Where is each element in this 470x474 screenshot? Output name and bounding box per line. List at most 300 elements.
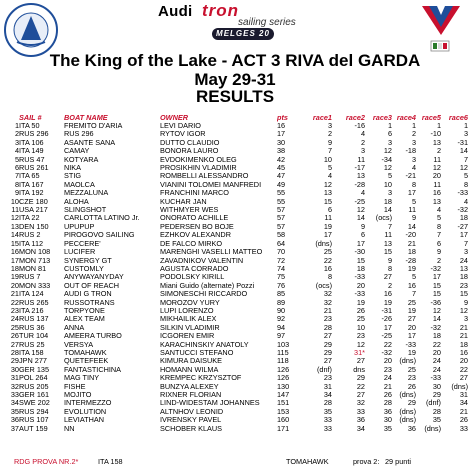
- owner-cell: SILKIN VLADIMIR: [160, 323, 220, 332]
- brand-series: sailing series: [238, 17, 296, 28]
- owner-cell: KREMPEC KRZYSZTOF: [160, 374, 242, 383]
- table-row: [5, 399, 468, 407]
- race2-cell: 4: [360, 189, 365, 198]
- rank-cell: 8: [14, 180, 19, 189]
- rank-cell: 16: [10, 248, 19, 257]
- col-owner: OWNER: [160, 113, 188, 122]
- sail-number-cell: RUS 2: [19, 231, 41, 240]
- race5-cell: 35: [432, 416, 441, 425]
- race6-cell: -31: [457, 138, 468, 147]
- race6-cell: 18: [459, 340, 468, 349]
- rank-cell: 6: [14, 164, 19, 173]
- points-cell: 103: [277, 340, 290, 349]
- race5-cell: 15: [432, 281, 441, 290]
- race1-cell: 19: [323, 222, 332, 231]
- race6-cell: -32: [457, 206, 468, 215]
- rank-cell: 19: [10, 273, 19, 282]
- sail-number-cell: AUT 159: [19, 424, 48, 433]
- boat-name-cell: NIKA: [64, 164, 82, 173]
- owner-cell: BONORA LAURO: [160, 147, 219, 156]
- race3-cell: 21: [383, 382, 392, 391]
- points-cell: 126: [277, 365, 290, 374]
- points-cell: 47: [277, 172, 286, 181]
- race4-cell: 19: [407, 306, 416, 315]
- race2-cell: 18: [356, 264, 365, 273]
- points-cell: 130: [277, 382, 290, 391]
- boat-name-cell: RUSSOTRANS: [64, 298, 115, 307]
- points-cell: 72: [277, 256, 286, 265]
- points-cell: 57: [277, 222, 286, 231]
- race3-cell: 35: [383, 424, 392, 433]
- race6-cell: (dns): [451, 382, 468, 391]
- race4-cell: 26: [407, 382, 416, 391]
- race2-cell: 9: [360, 222, 365, 231]
- race2-cell: -33: [354, 290, 365, 299]
- sail-number-cell: ITA 167: [19, 180, 44, 189]
- table-header-row: [5, 113, 468, 122]
- table-row: [5, 257, 468, 265]
- race3-cell: 19: [383, 298, 392, 307]
- rank-cell: 20: [10, 281, 19, 290]
- race2-cell: 4: [360, 130, 365, 139]
- race1-cell: 23: [323, 315, 332, 324]
- brand-audi: Audi: [158, 3, 193, 20]
- race5-cell: 16: [432, 189, 441, 198]
- melges-logo: MELGES 20: [212, 28, 274, 40]
- rank-cell: 32: [10, 382, 19, 391]
- race6-cell: 18: [459, 273, 468, 282]
- race2-cell: 15: [356, 256, 365, 265]
- rank-cell: 18: [10, 264, 19, 273]
- race3-cell: 24: [383, 374, 392, 383]
- table-row: [5, 349, 468, 357]
- table-row: [5, 248, 468, 256]
- race3-cell: -31: [381, 306, 392, 315]
- boat-name-cell: FANTASTICHINA: [64, 365, 122, 374]
- race3-cell: 30: [383, 416, 392, 425]
- race5-cell: 12: [432, 164, 441, 173]
- col-race6: race6: [448, 113, 468, 122]
- race5-cell: 20: [432, 348, 441, 357]
- boat-name-cell: ALEX TEAM: [64, 315, 105, 324]
- race6-cell: 21: [459, 332, 468, 341]
- race4-cell: 25: [407, 365, 416, 374]
- rank-cell: 13: [10, 222, 19, 231]
- race2-cell: 12: [356, 206, 365, 215]
- race4-cell: 2: [411, 130, 416, 139]
- owner-cell: RIXNER FLORIAN: [160, 391, 222, 399]
- race6-cell: 12: [459, 306, 468, 315]
- owner-cell: PODOLSKY KIRILL: [160, 273, 225, 282]
- points-cell: 118: [277, 357, 289, 366]
- race4-cell: 19: [407, 348, 416, 357]
- table-row: [5, 315, 468, 323]
- sail-number-cell: CZE 180: [19, 197, 48, 206]
- race4-cell: 23: [407, 374, 416, 383]
- race6-cell: 15: [459, 290, 468, 299]
- points-cell: 90: [277, 306, 286, 315]
- race2-cell: 13: [356, 172, 365, 181]
- table-row: [5, 383, 468, 391]
- race4-cell: 20: [407, 323, 416, 332]
- race4-cell: 36: [407, 424, 416, 433]
- rank-cell: 26: [10, 332, 19, 341]
- race4-cell: 29: [407, 399, 416, 408]
- race3-cell: 15: [383, 248, 392, 257]
- boat-name-cell: UPUPUP: [64, 222, 95, 231]
- race2-cell: 31*: [354, 348, 365, 357]
- owner-cell: ICGOREN EMIR: [160, 332, 215, 341]
- race5-cell: (dns): [424, 424, 441, 433]
- results-body: [5, 122, 468, 433]
- sail-number-cell: MON 108: [19, 248, 51, 257]
- race5-cell: 11: [433, 180, 441, 189]
- sail-number-cell: ITA 216: [19, 306, 44, 315]
- race6-cell: 1: [463, 122, 468, 130]
- table-row: [5, 130, 468, 138]
- owner-cell: HOMANN WILMA: [160, 365, 219, 374]
- points-cell: 74: [277, 264, 286, 273]
- race4-cell: 1: [411, 122, 416, 130]
- table-row: [5, 324, 468, 332]
- owner-cell: ROMBELLI ALESSANDRO: [160, 172, 249, 181]
- race1-cell: 8: [327, 273, 332, 282]
- rank-cell: 30: [10, 365, 19, 374]
- race2-cell: 19: [356, 298, 365, 307]
- race1-cell: 21: [323, 306, 332, 315]
- race3-cell: 9: [387, 256, 392, 265]
- col-race3: race3: [372, 113, 392, 122]
- points-cell: 126: [277, 374, 290, 383]
- race5-cell: 13: [432, 138, 441, 147]
- points-cell: 45: [277, 164, 286, 173]
- race5-cell: 15: [432, 290, 441, 299]
- race4-cell: (dns): [399, 416, 416, 425]
- boat-name-cell: CAMAY: [64, 147, 90, 156]
- race6-cell: 34: [459, 399, 468, 408]
- race3-cell: 7: [387, 222, 392, 231]
- race6-cell: 16: [459, 348, 468, 357]
- race2-cell: 10: [356, 323, 365, 332]
- owner-cell: ONORATO ACHILLE: [160, 214, 229, 223]
- rank-cell: 21: [10, 290, 19, 299]
- owner-cell: KUCHAR JAN: [160, 197, 207, 206]
- sail-number-cell: ITA 158: [19, 348, 44, 357]
- owner-cell: BUNZYA ALEXEY: [160, 382, 219, 391]
- race4-cell: 16: [407, 281, 416, 290]
- owner-cell: DUTTO CLAUDIO: [160, 138, 220, 147]
- race4-cell: -18: [405, 147, 416, 156]
- race3-cell: 16: [383, 290, 392, 299]
- points-cell: 153: [277, 407, 290, 416]
- race6-cell: 5: [463, 172, 468, 181]
- table-row: [5, 391, 468, 399]
- table-row: [5, 122, 468, 130]
- rank-cell: 2: [14, 130, 19, 139]
- class-sail-logo: [419, 3, 463, 37]
- rank-cell: 33: [10, 391, 19, 399]
- race5-cell: 2: [436, 147, 441, 156]
- rank-cell: 29: [10, 357, 19, 366]
- race6-cell: 18: [459, 214, 468, 223]
- sail-number-cell: ITA 50: [19, 122, 40, 130]
- table-row: [5, 416, 468, 424]
- race1-cell: 28: [323, 399, 332, 408]
- owner-cell: ALTNHOV LEONID: [160, 407, 224, 416]
- owner-cell: ZAVADNIKOV VALENTIN: [160, 256, 244, 265]
- table-row: [5, 214, 468, 222]
- race3-cell: 2: [387, 281, 392, 290]
- points-cell: 30: [277, 138, 286, 147]
- race3-cell: -34: [381, 155, 392, 164]
- rank-cell: 24: [10, 315, 19, 324]
- points-cell: 58: [277, 231, 286, 240]
- race5-cell: 13: [432, 197, 441, 206]
- race3-cell: 12: [383, 164, 392, 173]
- table-row: [5, 206, 468, 214]
- sail-number-cell: RUS 25: [19, 340, 45, 349]
- boat-name-cell: NN: [64, 424, 75, 433]
- footer-points: 29 punti: [385, 457, 411, 466]
- race2-cell: -17: [354, 164, 365, 173]
- race3-cell: -26: [381, 315, 392, 324]
- race1-cell: 35: [323, 407, 332, 416]
- race5-cell: 8: [436, 222, 441, 231]
- race1-cell: (dns): [315, 239, 332, 248]
- race2-cell: 22: [356, 382, 365, 391]
- rank-cell: 7: [14, 172, 19, 181]
- race4-cell: 25: [407, 298, 416, 307]
- sail-number-cell: ITA 192: [19, 189, 44, 198]
- race1-cell: 9: [327, 138, 332, 147]
- race4-cell: 11: [408, 206, 416, 215]
- points-cell: 57: [277, 206, 286, 215]
- race4-cell: 5: [411, 273, 416, 282]
- race2-cell: 17: [356, 239, 365, 248]
- rank-cell: 22: [10, 298, 19, 307]
- points-cell: 94: [277, 323, 286, 332]
- race5-cell: 7: [436, 231, 441, 240]
- table-row: [5, 139, 468, 147]
- rank-cell: 10: [10, 197, 19, 206]
- rank-cell: 25: [10, 323, 19, 332]
- col-pts: pts: [277, 113, 288, 122]
- race1-cell: 10: [323, 155, 332, 164]
- race1-cell: 32: [323, 290, 332, 299]
- boat-name-cell: EVOLUTION: [64, 407, 107, 416]
- points-cell: 160: [277, 416, 290, 425]
- rank-cell: 37: [10, 424, 19, 433]
- race2-cell: 23: [356, 332, 365, 341]
- race1-cell: 17: [323, 231, 332, 240]
- race4-cell: -21: [405, 172, 416, 181]
- owner-cell: KARACHINSKIY ANATOLY: [160, 340, 249, 349]
- race4-cell: 17: [407, 189, 416, 198]
- race1-cell: 28: [323, 323, 332, 332]
- race1-cell: (dnf): [316, 365, 332, 374]
- race5-cell: 2: [436, 256, 441, 265]
- race4-cell: 4: [411, 164, 416, 173]
- race6-cell: 3: [463, 248, 468, 257]
- race1-cell: 32: [323, 298, 332, 307]
- race2-cell: -28: [354, 180, 365, 189]
- race6-cell: -27: [457, 222, 468, 231]
- rank-cell: 9: [14, 189, 19, 198]
- table-row: [5, 374, 468, 382]
- boat-name-cell: PIROGOVO SAILING: [64, 231, 135, 240]
- sail-number-cell: TUR 104: [19, 332, 49, 341]
- boat-name-cell: FISHE: [64, 382, 86, 391]
- sail-number-cell: ITA 112: [19, 239, 44, 248]
- sail-number-cell: MON 713: [19, 256, 51, 265]
- sail-number-cell: ITA 124: [19, 290, 44, 299]
- rank-cell: 31: [10, 374, 19, 383]
- points-cell: 85: [277, 290, 286, 299]
- boat-name-cell: CUSTOMLY: [64, 264, 104, 273]
- race5-cell: 17: [432, 273, 441, 282]
- race6-cell: 8: [463, 180, 468, 189]
- table-row: [5, 189, 468, 197]
- race2-cell: -33: [354, 273, 365, 282]
- owner-cell: FRANCHINI MARCO: [160, 189, 229, 198]
- race4-cell: -33: [405, 340, 416, 349]
- race4-cell: 7: [411, 290, 416, 299]
- owner-cell: PEDERSEN BO BOJE: [160, 222, 234, 231]
- race6-cell: 20: [459, 357, 468, 366]
- owner-cell: AGUSTA CORRADO: [160, 264, 229, 273]
- table-row: [5, 366, 468, 374]
- race5-cell: -36: [430, 298, 441, 307]
- table-row: [5, 265, 468, 273]
- points-cell: 76: [277, 281, 286, 290]
- race1-cell: 34: [323, 391, 332, 399]
- race5-cell: 1: [436, 122, 441, 130]
- race3-cell: 8: [387, 264, 392, 273]
- points-cell: 92: [277, 315, 286, 324]
- race2-cell: 26: [356, 306, 365, 315]
- race3-cell: 23: [383, 365, 392, 374]
- boat-name-cell: INTERMEZZO: [64, 399, 112, 408]
- race6-cell: 13: [459, 264, 468, 273]
- sail-number-cell: RUS 296: [19, 130, 49, 139]
- race1-cell: 31: [323, 382, 332, 391]
- points-cell: 147: [277, 391, 290, 399]
- race1-cell: 2: [327, 130, 332, 139]
- points-cell: 49: [277, 180, 286, 189]
- race1-cell: 16: [323, 264, 332, 273]
- table-row: [5, 198, 468, 206]
- boat-name-cell: TORPYONE: [64, 306, 105, 315]
- rank-cell: 36: [10, 416, 19, 425]
- race3-cell: (ocs): [375, 214, 392, 223]
- race4-cell: 18: [407, 248, 416, 257]
- race4-cell: -20: [405, 231, 416, 240]
- race6-cell: 21: [459, 407, 468, 416]
- race2-cell: 29: [356, 374, 365, 383]
- sail-number-cell: RUS 265: [19, 298, 49, 307]
- race1-cell: 25: [323, 248, 332, 257]
- race4-cell: 9: [411, 214, 416, 223]
- sail-number-cell: ITA 149: [19, 147, 44, 156]
- race4-cell: 19: [407, 264, 416, 273]
- race3-cell: 12: [383, 147, 392, 156]
- race2-cell: 3: [360, 147, 365, 156]
- race4-cell: 5: [411, 197, 416, 206]
- race2-cell: 33: [356, 407, 365, 416]
- sail-number-cell: JPN 277: [19, 357, 47, 366]
- table-row: [5, 408, 468, 416]
- race6-cell: 3: [463, 130, 468, 139]
- sail-number-cell: ITA 106: [19, 138, 44, 147]
- table-row: [5, 181, 468, 189]
- race3-cell: 22: [383, 340, 392, 349]
- race4-cell: -28: [405, 256, 416, 265]
- boat-name-cell: MEZZALUNA: [64, 189, 109, 198]
- sail-number-cell: MON 81: [19, 264, 47, 273]
- race6-cell: 17: [459, 231, 468, 240]
- table-row: [5, 299, 468, 307]
- race3-cell: 20: [383, 357, 392, 366]
- race2-cell: -16: [354, 122, 365, 130]
- boat-name-cell: ASANTE SANA: [64, 138, 116, 147]
- rank-cell: 4: [14, 147, 19, 156]
- race1-cell: 23: [323, 374, 332, 383]
- boat-name-cell: PECCERE': [64, 239, 101, 248]
- table-row: [5, 425, 468, 433]
- boat-name-cell: MAOLCA: [64, 180, 95, 189]
- boat-name-cell: CARLOTTA LATINO Jr.: [64, 214, 140, 223]
- points-cell: 16: [277, 122, 286, 130]
- points-cell: 97: [277, 332, 286, 341]
- boat-name-cell: STIG: [64, 172, 82, 181]
- points-cell: 171: [277, 424, 290, 433]
- footer-race-label: prova 2:: [353, 457, 380, 466]
- sail-number-cell: RUS 137: [19, 315, 49, 324]
- rank-cell: 34: [10, 399, 19, 408]
- owner-cell: SCHOBER KLAUS: [160, 424, 223, 433]
- sail-number-cell: USA 217: [19, 206, 48, 215]
- race1-cell: 7: [327, 147, 332, 156]
- rank-cell: 5: [14, 155, 19, 164]
- race5-cell: 11: [433, 155, 441, 164]
- race3-cell: -32: [381, 348, 392, 357]
- race4-cell: (dns): [399, 357, 416, 366]
- race2-cell: 14: [356, 214, 365, 223]
- table-row: [5, 164, 468, 172]
- race2-cell: -30: [354, 248, 365, 257]
- rank-cell: 12: [10, 214, 19, 223]
- boat-name-cell: ALOHA: [64, 197, 89, 206]
- race5-cell: 9: [436, 248, 441, 257]
- results-heading: RESULTS: [195, 87, 275, 106]
- race4-cell: 27: [407, 315, 416, 324]
- rank-cell: 3: [14, 138, 19, 147]
- table-row: [5, 172, 468, 180]
- race2-cell: 27: [356, 357, 365, 366]
- sail-number-cell: RUS 205: [19, 382, 49, 391]
- race3-cell: 17: [383, 323, 392, 332]
- points-cell: 57: [277, 214, 286, 223]
- sail-number-cell: MON 333: [19, 281, 51, 290]
- race4-cell: 3: [411, 155, 416, 164]
- boat-name-cell: SLINGSHOT: [64, 206, 107, 215]
- col-race2: race2: [345, 113, 365, 122]
- race5-cell: 20: [432, 172, 441, 181]
- race5-cell: 29: [432, 391, 441, 399]
- race5-cell: 24: [432, 365, 441, 374]
- race1-cell: (ocs): [315, 281, 332, 290]
- table-row: [5, 282, 468, 290]
